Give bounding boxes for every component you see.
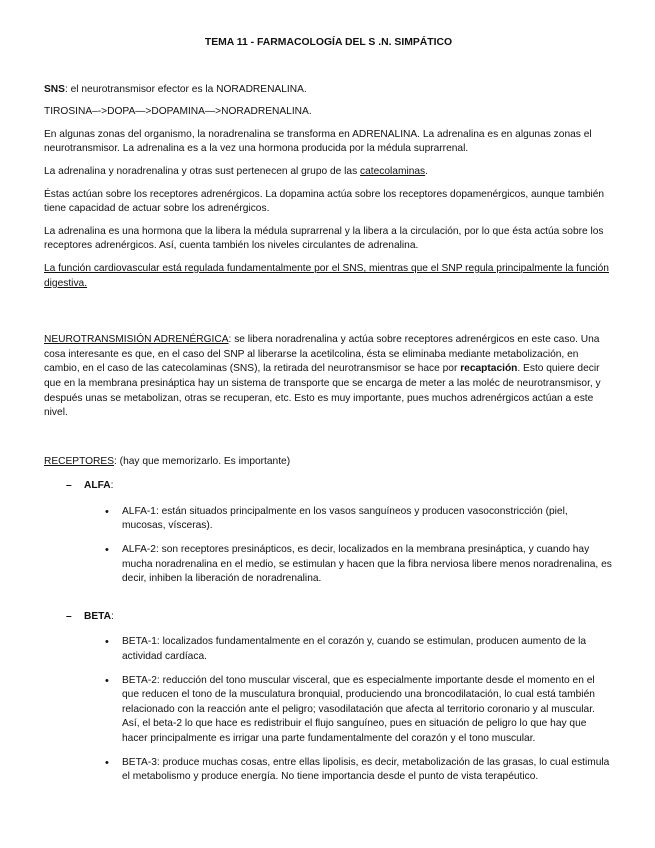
neurotransmision-paragraph: [44, 333, 613, 421]
alfa-heading: – ALFA:: [44, 479, 613, 494]
receptores-heading: RECEPTORES: [44, 455, 115, 467]
catecolaminas-paragraph: [44, 165, 613, 180]
neuro-text-1: : se libera noradrenalina y actúa sobre receptores adrenérgicos en este caso. Una cosa interesante es que, en el caso del SNP al liberarse la acetilcolina, ésta se eliminaba mediante metabolización, en cambio, en el caso de las catecolaminas (SNS), la retirada del neurotransmisor se hace por: [44, 334, 600, 375]
sns-paragraph: [44, 83, 613, 98]
receptores-paragraph: Éstas actúan sobre los receptores adrenérgicos. La dopamina actúa sobre los receptores dopamenérgicos, aunque también tiene capacidad de actuar sobre los adrenérgicos.: [44, 188, 605, 215]
page-title: TEMA 11 - FARMACOLOGÍA DEL S .N. SIMPÁTICO: [204, 37, 453, 48]
list-item-alfa-2: • ALFA-2: son receptores presinápticos, es decir, localizados en la membrana presináptica, y cuando hay mucha noradrenalina en el medio, se estimulan y hacen que la fibra nerviosa libere menos noradrenalina, es decir, inhiben la liberación de noradrenalina.: [122, 543, 613, 587]
sns-label: SNS: [44, 83, 65, 95]
adrenalina-paragraph: En algunas zonas del organismo, la noradrenalina se transforma en ADRENALINA. La adrenalina es en algunas zonas el neurotransmisor. La adrenalina es a la vez una hormona producida por la médula suprarrenal.: [44, 128, 592, 155]
spacer: [44, 299, 613, 333]
receptores-note: : (hay que memorizarlo. Es importante): [114, 455, 291, 467]
list-item-alfa-1: • ALFA-1: están situados principalmente en los vasos sanguíneos y producen vasoconstricción (piel, mucosas, vísceras).: [122, 505, 613, 534]
funcion-paragraph: La función cardiovascular está regulada fundamentalmente por el SNS, mientras que el SNP regula principalmente la función digestiva.: [44, 262, 609, 289]
neuro-text-2: . Esto quiere decir que en la membrana presináptica hay un sistema de transporte que se encarga de meter a las moléc de neurotransmisor, y después unas se metabolizan, otras se recuperan, etc. Esto es muy importante, pues muchos adrenérgicos actúan a este nivel.: [44, 363, 601, 419]
spacer: [44, 429, 613, 455]
pathway-paragraph: TIROSINA–->DOPA—>DOPAMINA—>NORADRENALINA.: [44, 106, 312, 118]
medula-paragraph: La adrenalina es una hormona que la libera la médula suprarrenal y la libera a la circulación, por lo que ésta actúa sobre los receptores adrenérgicos. Así, cuenta también los niveles circulantes de adrenalina.: [44, 225, 604, 252]
catecol-pre: La adrenalina y noradrenalina y otras sust pertenecen al grupo de las: [44, 165, 361, 177]
sns-text: : el neurotransmisor efector es la NORADRENALINA.: [64, 83, 307, 95]
list-item-beta-2: • BETA-2: reducción del tono muscular visceral, que es especialmente importante desde el momento en el que reducen el tono de la musculatura bronquial, produciendo una broncodilatación, lo cual está también relacionado con la reacción ante el peligro; vasodilatación que afecta al territorio coronario y al muscular. Así, el beta-2 lo que hace es redistribuir el flujo sanguíneo, pues en situación de peligro lo que hay que hacer principalmente es irrigar una parte fundamentalmente del corazón y el tono muscular.: [122, 674, 613, 747]
beta-heading: – BETA:: [44, 610, 613, 625]
receptores-heading-line: [44, 455, 613, 470]
alfa-list: [44, 505, 613, 587]
spacer: [44, 596, 613, 610]
beta-list: [44, 635, 613, 784]
recaptacion-term: recaptación: [460, 363, 518, 375]
catecol-post: .: [425, 165, 428, 177]
catecolaminas-term: catecolaminas: [360, 165, 426, 177]
list-item-beta-3: • BETA-3: produce muchas cosas, entre ellas lipolisis, es decir, metabolización de las grasas, lo cual estimula el metabolismo y produce energía. No tiene importancia desde el punto de vista terapéutico.: [122, 756, 613, 785]
list-item-beta-1: • BETA-1: localizados fundamentalmente en el corazón y, cuando se estimulan, producen aumento de la actividad cardíaca.: [122, 635, 613, 664]
neurotransmision-heading: NEUROTRANSMISIÓN ADRENÉRGICA: [44, 334, 229, 346]
